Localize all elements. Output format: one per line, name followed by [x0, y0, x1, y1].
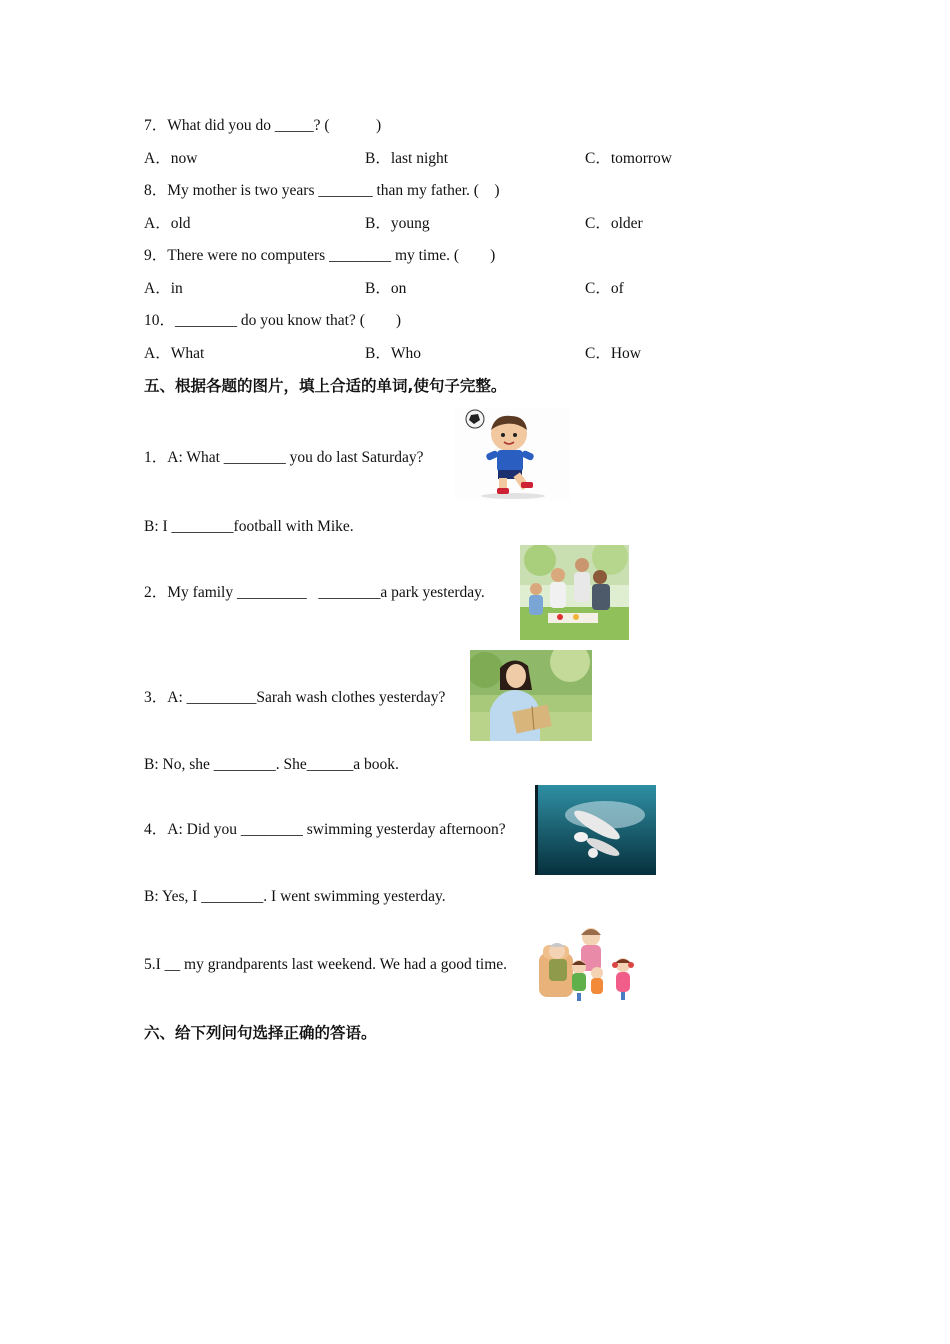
- question-8: 8．My mother is two years _______ than my father. ( ): [144, 182, 500, 199]
- question-10: 10．________ do you know that? ( ): [144, 312, 402, 329]
- question-10-option-a: A．What: [144, 345, 205, 362]
- question-9-option-b: B．on: [365, 280, 407, 297]
- question-7-option-a: A．now: [144, 150, 198, 167]
- question-8-option-a: A．old: [144, 215, 191, 232]
- s5-question-5: 5.I __ my grandparents last weekend. We had a good time.: [144, 956, 508, 973]
- s5-question-1-b: B: I ________football with Mike.: [144, 518, 354, 535]
- s5-question-4-b: B: Yes, I ________. I went swimming yesterday.: [144, 888, 446, 905]
- section-6-title: 六、给下列问句选择正确的答语。: [144, 1024, 377, 1042]
- question-10-option-b: B．Who: [365, 345, 421, 362]
- boy-football-image: [455, 408, 570, 500]
- girl-reading-photo: [470, 650, 592, 741]
- s5-question-4-a: 4．A: Did you ________ swimming yesterday afternoon?: [144, 821, 506, 838]
- s5-question-2: 2．My family _________ ________a park yesterday.: [144, 584, 485, 601]
- question-7-option-c: C．tomorrow: [585, 150, 672, 167]
- s5-question-1-a: 1．A: What ________ you do last Saturday?: [144, 449, 424, 466]
- s5-question-3-a: 3．A: _________Sarah wash clothes yesterday?: [144, 689, 446, 706]
- question-7-option-b: B．last night: [365, 150, 449, 167]
- swimming-photo: [535, 785, 656, 875]
- family-park-photo: [520, 545, 629, 640]
- question-9: 9．There were no computers ________ my time. ( ): [144, 247, 496, 264]
- question-9-option-c: C．of: [585, 280, 624, 297]
- section-5-title: 五、根据各题的图片，填上合适的单词,使句子完整。: [144, 377, 507, 395]
- s5-question-3-b: B: No, she ________. She______a book.: [144, 756, 399, 773]
- grandparents-cartoon-image: [537, 915, 643, 1007]
- question-8-option-b: B．young: [365, 215, 430, 232]
- question-10-option-c: C．How: [585, 345, 641, 362]
- question-8-option-c: C．older: [585, 215, 643, 232]
- question-9-option-a: A．in: [144, 280, 183, 297]
- question-7: 7．What did you do _____? ( ): [144, 117, 382, 134]
